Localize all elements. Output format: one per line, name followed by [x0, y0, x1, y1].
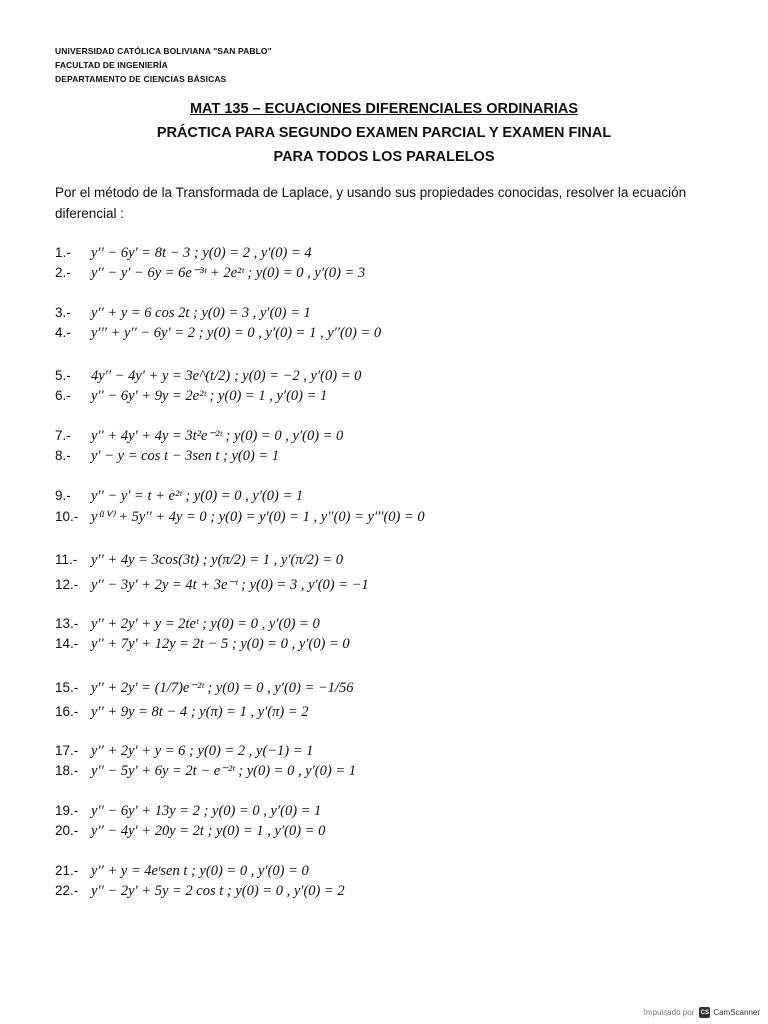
problem-number: 19.- — [55, 803, 79, 818]
groups-title: PARA TODOS LOS PARALELOS — [273, 149, 495, 165]
problem-number: 13.- — [55, 616, 79, 631]
problem-item — [55, 386, 327, 406]
problem-number: 18.- — [55, 763, 79, 778]
problem-item — [55, 702, 309, 722]
document-titles — [0, 97, 768, 169]
problem-item — [55, 507, 425, 527]
problem-number: 16.- — [55, 704, 79, 719]
problem-item — [55, 366, 361, 386]
institution-header — [55, 44, 272, 86]
problem-item — [55, 634, 350, 654]
problem-number: 22.- — [55, 883, 79, 898]
course-title: MAT 135 – ECUACIONES DIFERENCIALES ORDINARIAS — [189, 101, 579, 117]
problem-equation: y⁽ᴵⱽ⁾ + 5y′′ + 4y = 0 ; y(0) = y′(0) = 1 , y′′(0) = y′′′(0) = 0 — [91, 509, 425, 525]
problem-equation: y′′ − y′ = t + e²ᵗ ; y(0) = 0 , y′(0) = 1 — [91, 488, 304, 504]
problem-item — [55, 575, 369, 595]
problem-number: 7.- — [55, 428, 71, 443]
department-name: DEPARTAMENTO DE CIENCIAS BÁSICAS — [55, 74, 227, 84]
problem-item — [55, 263, 365, 283]
watermark-label: Impulsado por — [643, 1008, 695, 1017]
problem-item — [55, 486, 303, 506]
problem-number: 12.- — [55, 577, 79, 592]
problem-number: 8.- — [55, 448, 71, 463]
problem-number: 15.- — [55, 680, 79, 695]
problem-item — [55, 303, 311, 323]
problem-equation: y′′ − 3y′ + 2y = 4t + 3e⁻ᵗ ; y(0) = 3 , y′(0) = −1 — [91, 577, 369, 593]
problem-item — [55, 821, 325, 841]
problem-item — [55, 614, 320, 634]
problem-equation: y′ − y = cos t − 3sen t ; y(0) = 1 — [91, 448, 280, 464]
problem-equation: y′′ + y = 6 cos 2t ; y(0) = 3 , y′(0) = 1 — [91, 305, 311, 321]
problem-number: 1.- — [55, 245, 71, 260]
problem-item — [55, 761, 356, 781]
problem-equation: y′′ − 5y′ + 6y = 2t − e⁻²ᵗ ; y(0) = 0 , y′(0) = 1 — [91, 763, 356, 779]
problem-equation: y′′ + 7y′ + 12y = 2t − 5 ; y(0) = 0 , y′(0) = 0 — [91, 636, 350, 652]
problem-equation: y′′ + 9y = 8t − 4 ; y(π) = 1 , y′(π) = 2 — [91, 704, 309, 720]
problem-item — [55, 801, 321, 821]
problem-equation: y′′ − 6y′ + 9y = 2e²ᵗ ; y(0) = 1 , y′(0) = 1 — [91, 388, 328, 404]
problem-item — [55, 861, 309, 881]
problem-number: 21.- — [55, 863, 79, 878]
problem-number: 14.- — [55, 636, 79, 651]
problem-equation: 4y′′ − 4y′ + y = 3e^(t/2) ; y(0) = −2 , y′(0) = 0 — [91, 368, 362, 384]
scanner-watermark — [644, 1007, 760, 1018]
problem-number: 2.- — [55, 265, 71, 280]
problem-item — [55, 426, 343, 446]
problem-equation: y′′ + 2y′ + y = 2teᵗ ; y(0) = 0 , y′(0) = 0 — [91, 616, 320, 632]
problem-number: 4.- — [55, 325, 71, 340]
problem-item — [55, 741, 313, 761]
problem-equation: y′′ − y′ − 6y = 6e⁻³ᵗ + 2e²ᵗ ; y(0) = 0 , y′(0) = 3 — [91, 265, 366, 281]
problem-equation: y′′ − 6y′ = 8t − 3 ; y(0) = 2 , y′(0) = 4 — [91, 245, 312, 261]
problem-item — [55, 678, 353, 698]
problem-number: 3.- — [55, 305, 71, 320]
problem-number: 17.- — [55, 743, 79, 758]
problem-item — [55, 446, 279, 466]
problem-equation: y′′ + 4y′ + 4y = 3t²e⁻²ᵗ ; y(0) = 0 , y′(0) = 0 — [91, 428, 344, 444]
university-name: UNIVERSIDAD CATÓLICA BOLIVIANA "SAN PABLO" — [55, 46, 272, 56]
instructions-paragraph: Por el método de la Transformada de Laplace, y usando sus propiedades conocidas, resolver la ecuación diferencial : — [55, 185, 687, 221]
problem-equation: y′′ − 6y′ + 13y = 2 ; y(0) = 0 , y′(0) = 1 — [91, 803, 322, 819]
camscanner-name: CamScanner — [713, 1008, 760, 1017]
problem-number: 6.- — [55, 388, 71, 403]
camscanner-logo-icon: CS — [699, 1007, 710, 1018]
problem-number: 9.- — [55, 488, 71, 503]
camscanner-brand — [699, 1007, 760, 1018]
problem-equation: y′′ + 4y = 3cos(3t) ; y(π/2) = 1 , y′(π/2) = 0 — [91, 552, 344, 568]
problem-item — [55, 881, 345, 901]
problem-item — [55, 550, 343, 570]
problem-equation: y′′ + 2y′ = (1/7)e⁻²ᵗ ; y(0) = 0 , y′(0) = −1/56 — [91, 680, 354, 696]
problem-equation: y′′ − 4y′ + 20y = 2t ; y(0) = 1 , y′(0) = 0 — [91, 823, 326, 839]
problem-item — [55, 243, 312, 263]
problem-number: 5.- — [55, 368, 71, 383]
problem-number: 10.- — [55, 509, 79, 524]
problem-equation: y′′ + y = 4eᵗsen t ; y(0) = 0 , y′(0) = 0 — [91, 863, 309, 879]
faculty-name: FACULTAD DE INGENIERÍA — [55, 60, 168, 70]
problem-equation: y′′ − 2y′ + 5y = 2 cos t ; y(0) = 0 , y′(0) = 2 — [91, 883, 345, 899]
problem-equation: y′′′ + y′′ − 6y′ = 2 ; y(0) = 0 , y′(0) = 1 , y′′(0) = 0 — [91, 325, 382, 341]
problem-number: 20.- — [55, 823, 79, 838]
problem-equation: y′′ + 2y′ + y = 6 ; y(0) = 2 , y(−1) = 1 — [91, 743, 314, 759]
problem-number: 11.- — [55, 552, 78, 567]
problem-item — [55, 323, 381, 343]
practice-title: PRÁCTICA PARA SEGUNDO EXAMEN PARCIAL Y EXAMEN FINAL — [156, 125, 612, 141]
